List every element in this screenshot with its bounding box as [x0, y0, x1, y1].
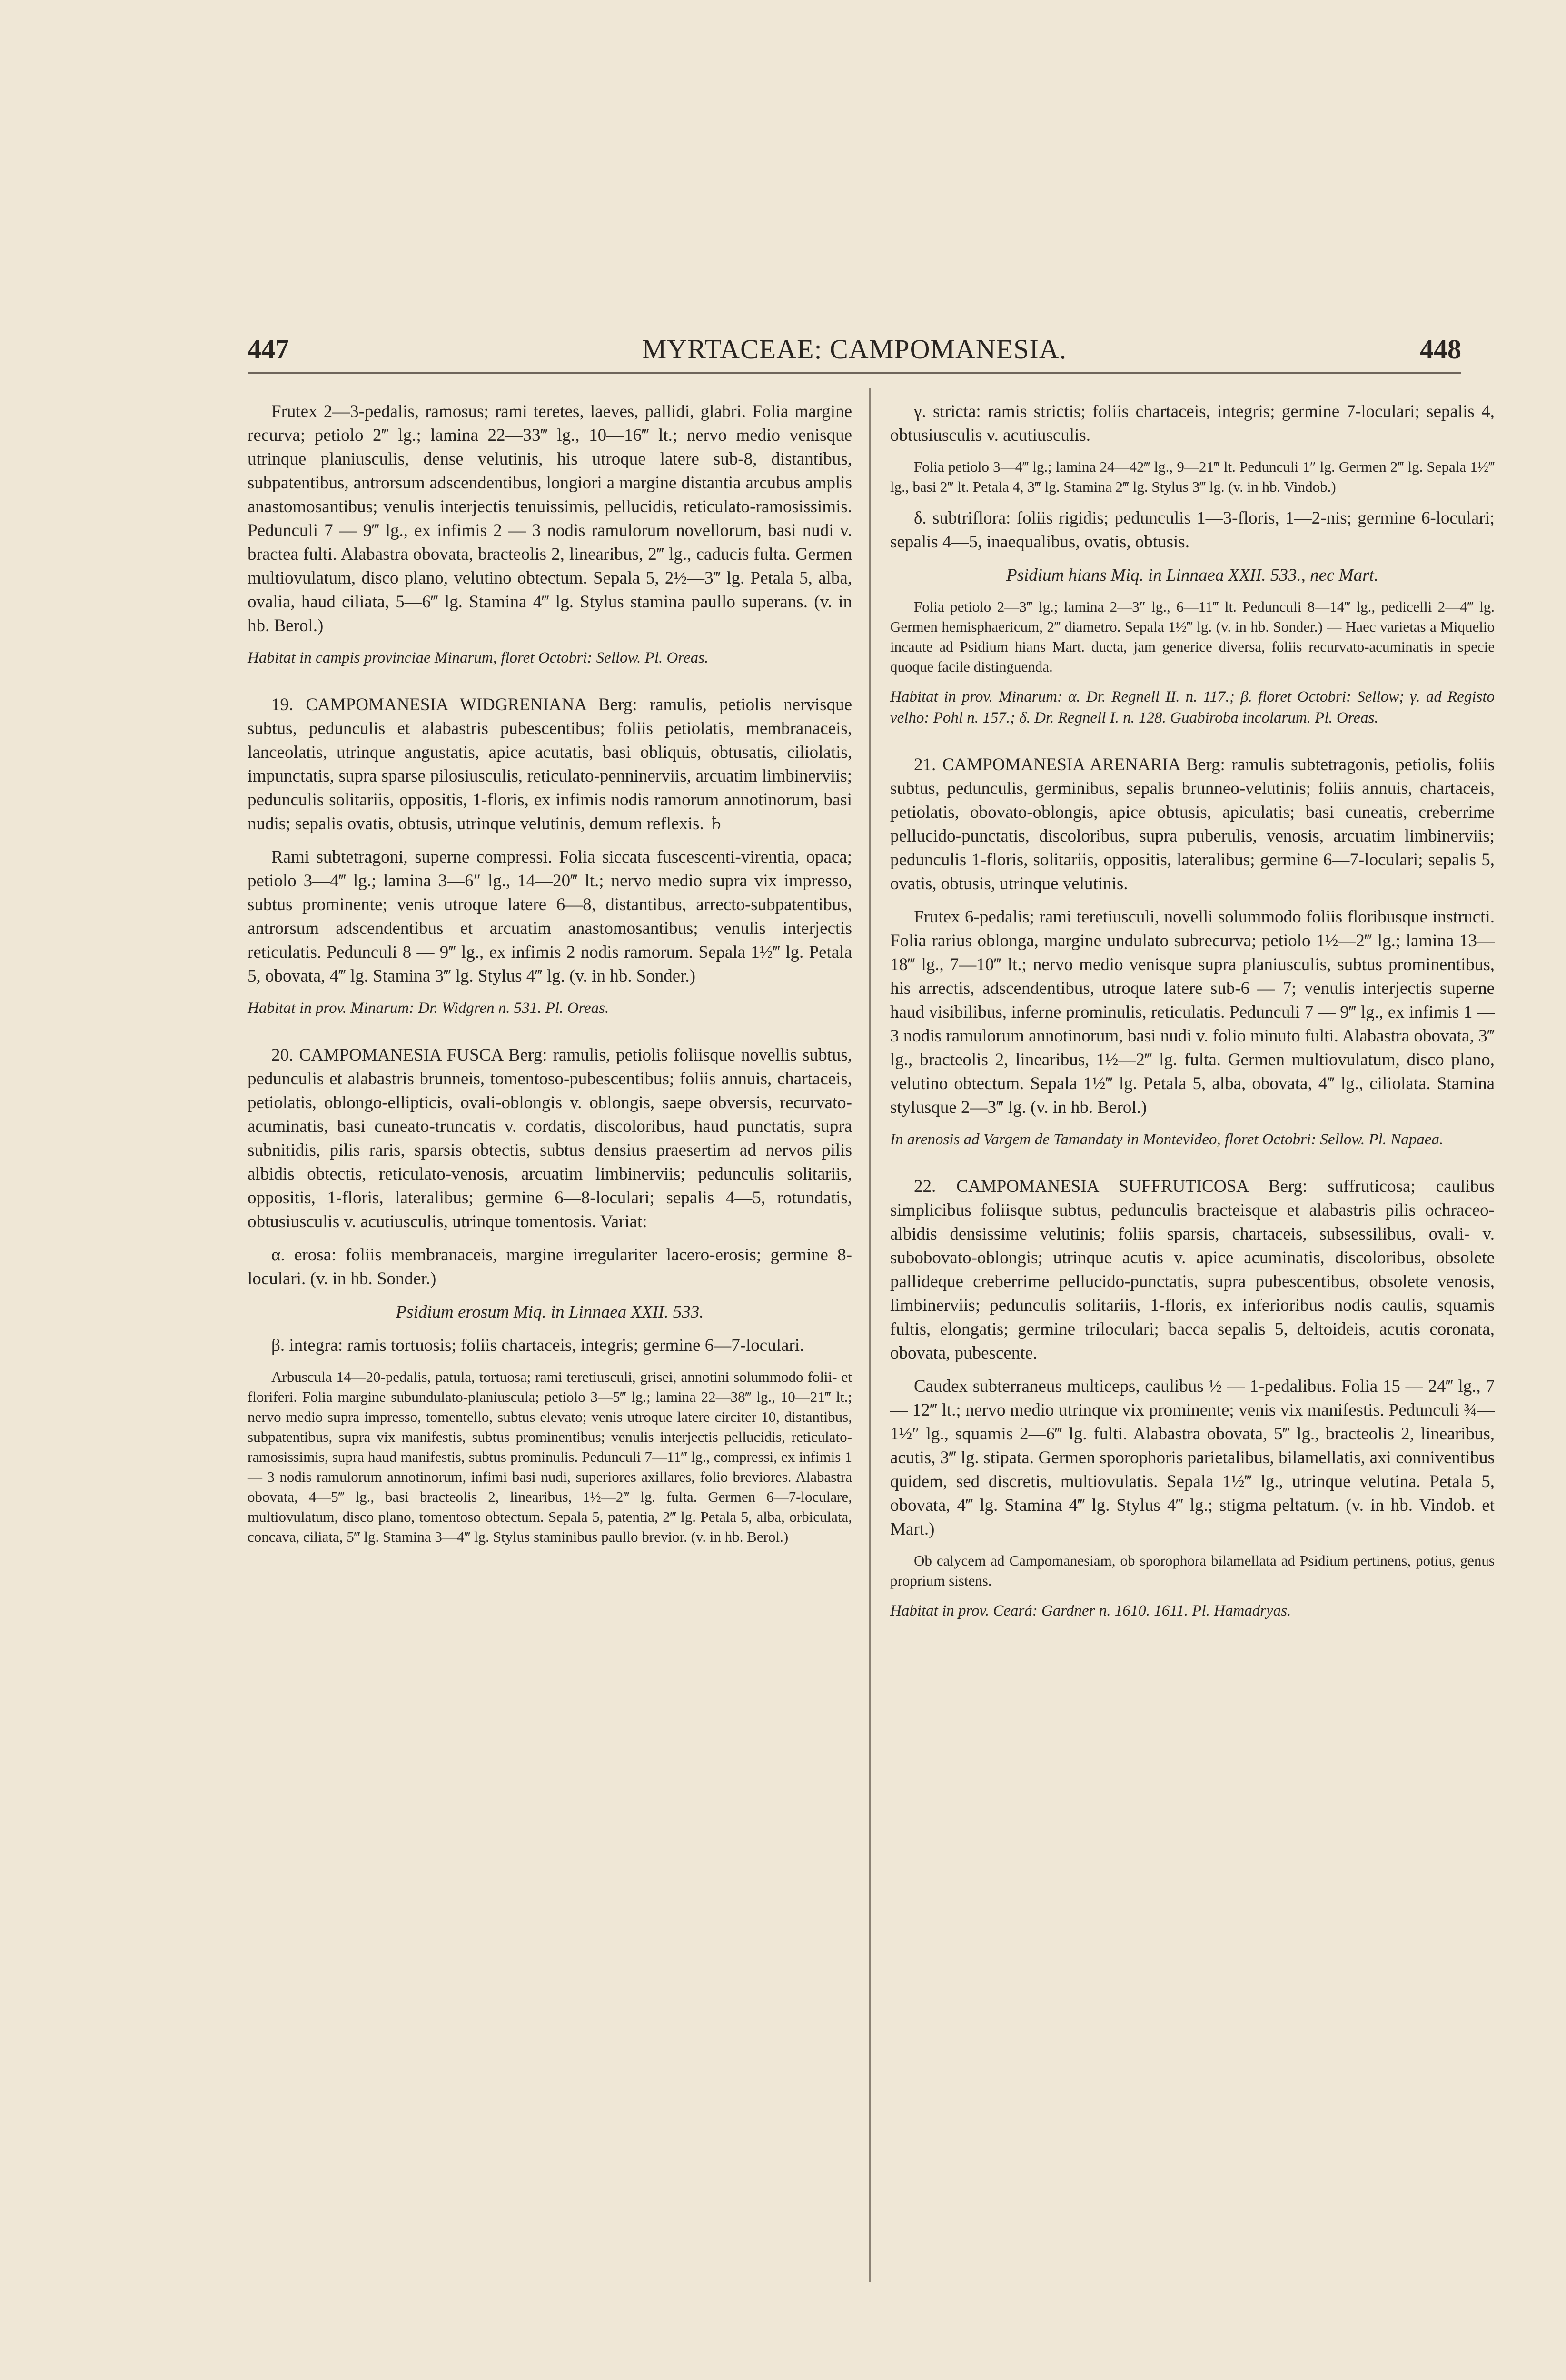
text-paragraph: β. integra: ramis tortuosis; foliis chartaceis, integris; germine 6—7-loculari.	[271, 1336, 804, 1355]
species-paragraph: 21. CAMPOMANESIA ARENARIA Berg: ramulis subtetragonis, petiolis, foliis subtus, pedunculis, germinibus, sepalis brunneo-velutinis; foliis annuis, chartaceis, petiolatis, obovato-oblongis, apice obtusis, apiculatis; basi cuneatis, creberrime pellucido-punctatis, discoloribus, supra puberulis, venosis, arcuatim limbinerviis; pedunculis 1-floris, solitariis, oppositis, lateralibus; germine 6—7-loculari; sepalis 5, ovatis, obtusis, utrinque velutinis.	[890, 755, 1495, 893]
habitat-note: Habitat in prov. Minarum: Dr. Widgren n. 531. Pl. Oreas.	[248, 1000, 609, 1017]
text-paragraph: Frutex 6-pedalis; rami teretiusculi, novelli solummodo foliis floribusque instructi. Folia rarius oblonga, margine undulato subrecurva; petiolo 1½—2‴ lg.; lamina 13—18‴ lg., 7—10‴ lt.; nervo medio venisque supra planiusculis, subtus prominentibus, his arrectis, adscendentibus, utroque latere sub-6 — 7; venulis interjectis superne haud visibilibus, inferne prominulis, reticulatis. Pedunculi 7 — 9‴ lg., ex infimis 1 — 3 nodis ramulorum annotinorum, basi nudi v. folio minuto fulti. Alabastra obovata, 3‴ lg., bracteolis 2, linearibus, 1½—2‴ lg. fulta. Germen multiovulatum, disco plano, velutino obtectum. Sepala 1½‴ lg. Petala 5, alba, obovata, 4‴ lg., ciliolata. Stamina stylusque 2—3‴ lg. (v. in hb. Berol.)	[890, 907, 1495, 1117]
habitat-note: In arenosis ad Vargem de Tamandaty in Montevideo, floret Octobri: Sellow. Pl. Napaea.	[890, 1131, 1444, 1148]
running-title: MYRTACEAE: CAMPOMANESIA.	[642, 334, 1067, 365]
habitat-note: Habitat in campis provinciae Minarum, floret Octobri: Sellow. Pl. Oreas.	[248, 649, 709, 666]
species-paragraph: 22. CAMPOMANESIA SUFFRUTICOSA Berg: suffruticosa; caulibus simplicibus foliisque subtus, pedunculis bracteisque et alabastris pilis ochraceo-albidis densissime velutinis; foliis sparsis, chartaceis, subsessilibus, ovali- v. subobovato-oblongis; utrinque acutis v. apice acuminatis, discoloribus, obsolete pallideque creberrime pellucido-punctatis, supra pubescentibus, obsolete venosis, limbinerviis; pedunculis solitariis, 1-floris, ex inferioribus nodis caulis, squamis fultis, elongatis; germine triloculari; bacca sepalis 5, deltoideis, acutis coronata, obovata, pubescente.	[890, 1177, 1495, 1363]
text-paragraph: α. erosa: foliis membranaceis, margine irregulariter lacero-erosis; germine 8-loculari. (v. in hb. Sonder.)	[248, 1245, 852, 1289]
column-divider	[869, 388, 871, 2282]
header-rule	[248, 372, 1461, 374]
left-column	[248, 400, 852, 1557]
habitat-note: Habitat in prov. Minarum: α. Dr. Regnell II. n. 117.; β. floret Octobri: Sellow; γ. ad Registo velho: Pohl n. 157.; δ. Dr. Regnell I. n. 128. Guabiroba incolarum. Pl. Oreas.	[890, 688, 1495, 726]
species-paragraph: 20. CAMPOMANESIA FUSCA Berg: ramulis, petiolis foliisque novellis subtus, pedunculis et alabastris brunneis, tomentoso-pubescentibus; foliis annuis, chartaceis, petiolatis, oblongo-ellipticis, ovali-oblongis v. oblongis, saepe obversis, recurvato-acuminatis, basi cuneato-truncatis v. cordatis, discoloribus, haud punctatis, supra subnitidis, pilis raris, sparsis obtectis, subtus densius praesertim ad nervos pilis albidis obtectis, reticulato-venosis, arcuatim limbinerviis; pedunculis solitariis, oppositis, 1-floris, lateralibus; germine 6—8-loculari; sepalis 4—5, rotundatis, obtusiusculis v. acutiusculis, utrinque tomentosis. Variat:	[248, 1045, 852, 1231]
text-paragraph: Caudex subterraneus multiceps, caulibus ½ — 1-pedalibus. Folia 15 — 24‴ lg., 7 — 12‴ lt.; nervo medio utrinque vix prominente; venis vix manifestis. Pedunculi ¾—1½″ lg., squamis 2—6‴ lg. fulti. Alabastra obovata, 5‴ lg., bracteolis 2, linearibus, acutis, 3‴ lg. stipata. Germen sporophoris parietalibus, bilamellatis, axi conniventibus quidem, sed discretis, multiovulatis. Sepala 1½‴ lg., utrinque velutina. Petala 5, obovata, 4‴ lg. Stamina 4‴ lg. Stylus 4‴ lg.; stigma peltatum. (v. in hb. Vindob. et Mart.)	[890, 1377, 1495, 1539]
text-paragraph: Folia petiolo 2—3‴ lg.; lamina 2—3″ lg., 6—11‴ lt. Pedunculi 8—14‴ lg., pedicelli 2—4‴ lg. Germen hemisphaericum, 2‴ diametro. Sepala 1½‴ lg. (v. in hb. Sonder.) — Haec varietas a Miquelio incaute ad Psidium hians Mart. ducta, jam generice diversa, foliis recurvato-acuminatis in specie quoque facile distinguenda.	[890, 598, 1495, 675]
text-paragraph: Frutex 2—3-pedalis, ramosus; rami teretes, laeves, pallidi, glabri. Folia margine recurva; petiolo 2‴ lg.; lamina 22—33‴ lg., 10—16‴ lt.; nervo medio venisque utrinque planiusculis, dense velutinis, his utroque latere sub-8, distantibus, subpatentibus, antrorsum adscendentibus, longiori a margine distantia arcubus amplis anastomosantibus; venulis interjectis tenuissimis, pellucidis, reticulato-ramosissimis. Pedunculi 7 — 9‴ lg., ex infimis 2 — 3 nodis ramulorum novellorum, basi nudi v. bractea fulti. Alabastra obovata, bracteolis 2, linearibus, 2‴ lg., caducis fulta. Germen multiovulatum, disco plano, velutino obtectum. Sepala 5, 2½—3‴ lg. Petala 5, alba, ovalia, haud ciliata, 5—6‴ lg. Stamina 4‴ lg. Stylus stamina paullo superans. (v. in hb. Berol.)	[248, 402, 852, 635]
synonym-line: Psidium hians Miq. in Linnaea XXII. 533., nec Mart.	[1006, 565, 1379, 585]
left-page-number: 447	[248, 334, 289, 365]
text-paragraph: Rami subtetragoni, superne compressi. Folia siccata fuscescenti-virentia, opaca; petiolo 3—4‴ lg.; lamina 3—6″ lg., 14—20‴ lt.; nervo medio supra vix impresso, subtus prominente; venis utroque latere 6—8, distantibus, arrecto-subpatentibus, antrorsum adscendentibus et arcuatim anastomosantibus; venulis interjectis reticulatis. Pedunculi 8 — 9‴ lg., ex infimis 2 nodis ramorum. Sepala 1½‴ lg. Petala 5, obovata, 4‴ lg. Stamina 3‴ lg. Stylus 4‴ lg. (v. in hb. Sonder.)	[248, 847, 852, 986]
species-paragraph: 19. CAMPOMANESIA WIDGRENIANA Berg: ramulis, petiolis nervisque subtus, pedunculis et alabastris pubescentibus; foliis petiolatis, membranaceis, lanceolatis, utrinque angustatis, apice acutatis, basi obliquis, obtusatis, ciliolatis, impunctatis, supra sparse pilosiusculis, reticulato-penninerviis, arcuatim limbinerviis; pedunculis solitariis, oppositis, 1-floris, ex infimis nodis ramorum annotinorum, basi nudis; sepalis ovatis, obtusis, utrinque velutinis, demum reflexis. ♄	[248, 695, 852, 833]
right-column	[890, 400, 1495, 1631]
right-page-number: 448	[1420, 334, 1461, 365]
synonym-line: Psidium erosum Miq. in Linnaea XXII. 533.	[396, 1302, 704, 1322]
habitat-note: Habitat in prov. Ceará: Gardner n. 1610. 1611. Pl. Hamadryas.	[890, 1602, 1291, 1619]
text-paragraph: δ. subtriflora: foliis rigidis; pedunculis 1—3-floris, 1—2-nis; germine 6-loculari; sepalis 4—5, inaequalibus, ovatis, obtusis.	[890, 508, 1495, 552]
text-paragraph: Folia petiolo 3—4‴ lg.; lamina 24—42‴ lg., 9—21‴ lt. Pedunculi 1″ lg. Germen 2‴ lg. Sepala 1½‴ lg., basi 2‴ lt. Petala 4, 3‴ lg. Stamina 2‴ lg. Stylus 3‴ lg. (v. in hb. Vindob.)	[890, 458, 1495, 495]
text-paragraph: Arbuscula 14—20-pedalis, patula, tortuosa; rami teretiusculi, grisei, annotini solummodo folii- et floriferi. Folia margine subundulato-planiuscula; petiolo 3—5‴ lg.; lamina 22—38‴ lg., 10—21‴ lt.; nervo medio supra impresso, tomentello, subtus elevato; venis utroque latere circiter 10, distantibus, subpatentibus, supra vix manifestis, subtus prominentibus; venulis interjectis pellucidis, reticulato-ramosissimis, supra haud manifestis, subtus prominulis. Pedunculi 7—11‴ lg., compressi, ex infimis 1 — 3 nodis ramulorum annotinorum, infimi basi nudi, superiores axillares, folio breviores. Alabastra obovata, 4—5‴ lg., basi bracteolis 2, linearibus, 1½—2‴ lg. fulta. Germen 6—7-loculare, multiovulatum, disco plano, tomentoso obtectum. Sepala 5, patentia, 2‴ lg. Petala 5, alba, orbiculata, concava, ciliata, 5‴ lg. Stamina 3—4‴ lg. Stylus staminibus paullo brevior. (v. in hb. Berol.)	[248, 1368, 852, 1545]
text-paragraph: γ. stricta: ramis strictis; foliis chartaceis, integris; germine 7-loculari; sepalis 4, obtusiusculis v. acutiusculis.	[890, 402, 1495, 445]
text-paragraph: Ob calycem ad Campomanesiam, ob sporophora bilamellata ad Psidium pertinens, potius, genus proprium sistens.	[890, 1552, 1495, 1589]
page-header	[248, 333, 1461, 386]
